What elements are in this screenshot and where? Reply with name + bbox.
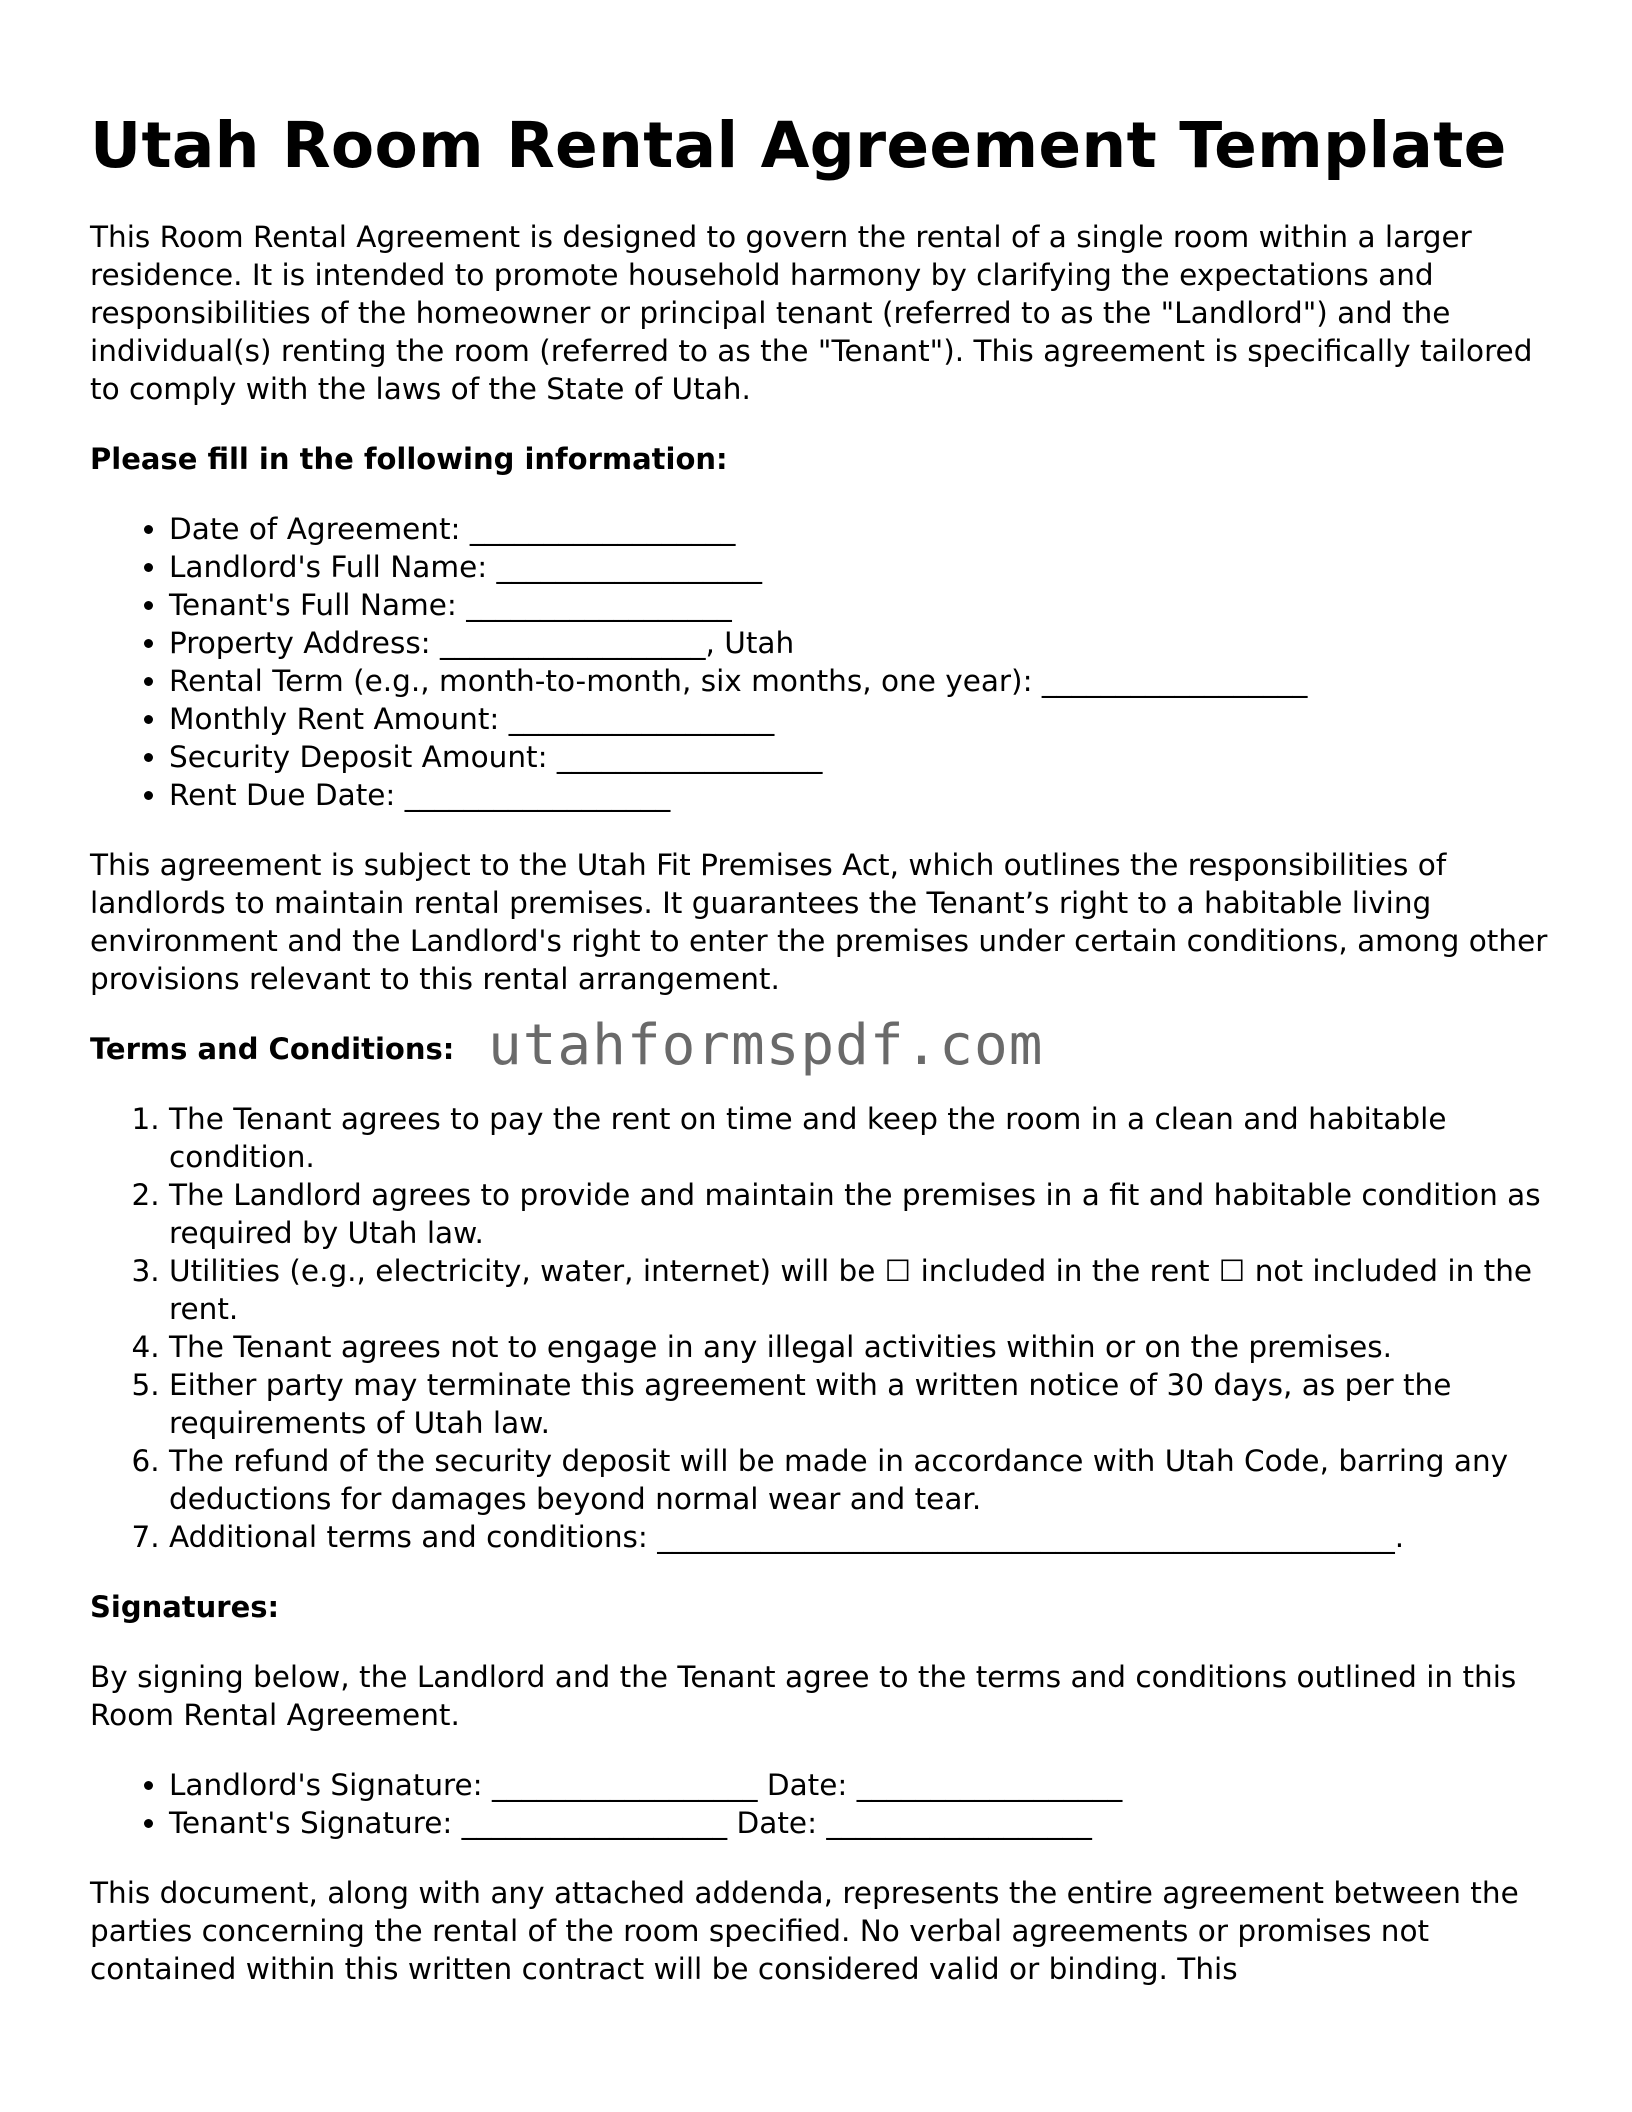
field-property-address: • Property Address: __________________, Utah [169,624,1550,662]
field-landlord-name: • Landlord's Full Name: __________________ [169,548,1550,586]
term-item-6: 6. The refund of the security deposit will be made in accordance with Utah Code, barring any deductions for damages beyond normal wear and tear. [169,1442,1550,1518]
term-item-2: 2. The Landlord agrees to provide and maintain the premises in a fit and habitable condition as required by Utah law. [169,1176,1550,1252]
tenant-signature-line: • Tenant's Signature: __________________ Date: __________________ [169,1804,1550,1842]
landlord-signature-line: • Landlord's Signature: __________________ Date: __________________ [169,1766,1550,1804]
fit-premises-paragraph: This agreement is subject to the Utah Fit Premises Act, which outlines the responsibilities of landlords to maintain rental premises. It guarantees the Tenant’s right to a habitable living environment and the Landlord's right to enter the premises under certain conditions, among other provisions relevant to this rental arrangement. [90,848,1548,996]
document-title: Utah Room Rental Agreement Template [90,109,1507,182]
term-item-1: 1. The Tenant agrees to pay the rent on time and keep the room in a clean and habitable condition. [169,1100,1550,1176]
term-item-5: 5. Either party may terminate this agreement with a written notice of 30 days, as per the requirements of Utah law. [169,1366,1550,1442]
field-security-deposit: • Security Deposit Amount: __________________ [169,738,1550,776]
signature-list [90,1766,1550,1842]
terms-list [90,1100,1550,1556]
term-item-4: 4. The Tenant agrees not to engage in any illegal activities within or on the premises. [169,1328,1550,1366]
closing-paragraph: This document, along with any attached addenda, represents the entire agreement between the parties concerning the rental of the room specified. No verbal agreements or promises not contained within this written contract will be considered valid or binding. This [90,1876,1519,1986]
signatures-heading: Signatures: [90,1590,280,1624]
field-rental-term: • Rental Term (e.g., month-to-month, six months, one year): __________________ [169,662,1550,700]
field-monthly-rent: • Monthly Rent Amount: __________________ [169,700,1550,738]
term-item-3: 3. Utilities (e.g., electricity, water, internet) will be ☐ included in the rent ☐ not included in the rent. [169,1252,1550,1328]
field-tenant-name: • Tenant's Full Name: __________________ [169,586,1550,624]
fill-info-heading: Please fill in the following information: [90,442,728,476]
signatures-intro: By signing below, the Landlord and the Tenant agree to the terms and conditions outlined in this Room Rental Agreement. [90,1660,1517,1732]
fill-info-list [90,510,1550,814]
watermark-text: utahformspdf.com [488,1013,1044,1078]
field-rent-due-date: • Rent Due Date: __________________ [169,776,1550,814]
document-page [90,108,1550,2020]
terms-heading: Terms and Conditions: [90,1032,455,1066]
terms-heading-row [90,1013,1550,1078]
term-item-7: 7. Additional terms and conditions: __________________________________________________. [169,1518,1550,1556]
field-date-of-agreement: • Date of Agreement: __________________ [169,510,1550,548]
intro-paragraph: This Room Rental Agreement is designed to govern the rental of a single room within a larger residence. It is intended to promote household harmony by clarifying the expectations and responsibilities of the homeowner or principal tenant (referred to as the "Landlord") and the individual(s) renting the room (referred to as the "Tenant"). This agreement is specifically tailored to comply with the laws of the State of Utah. [90,220,1533,406]
